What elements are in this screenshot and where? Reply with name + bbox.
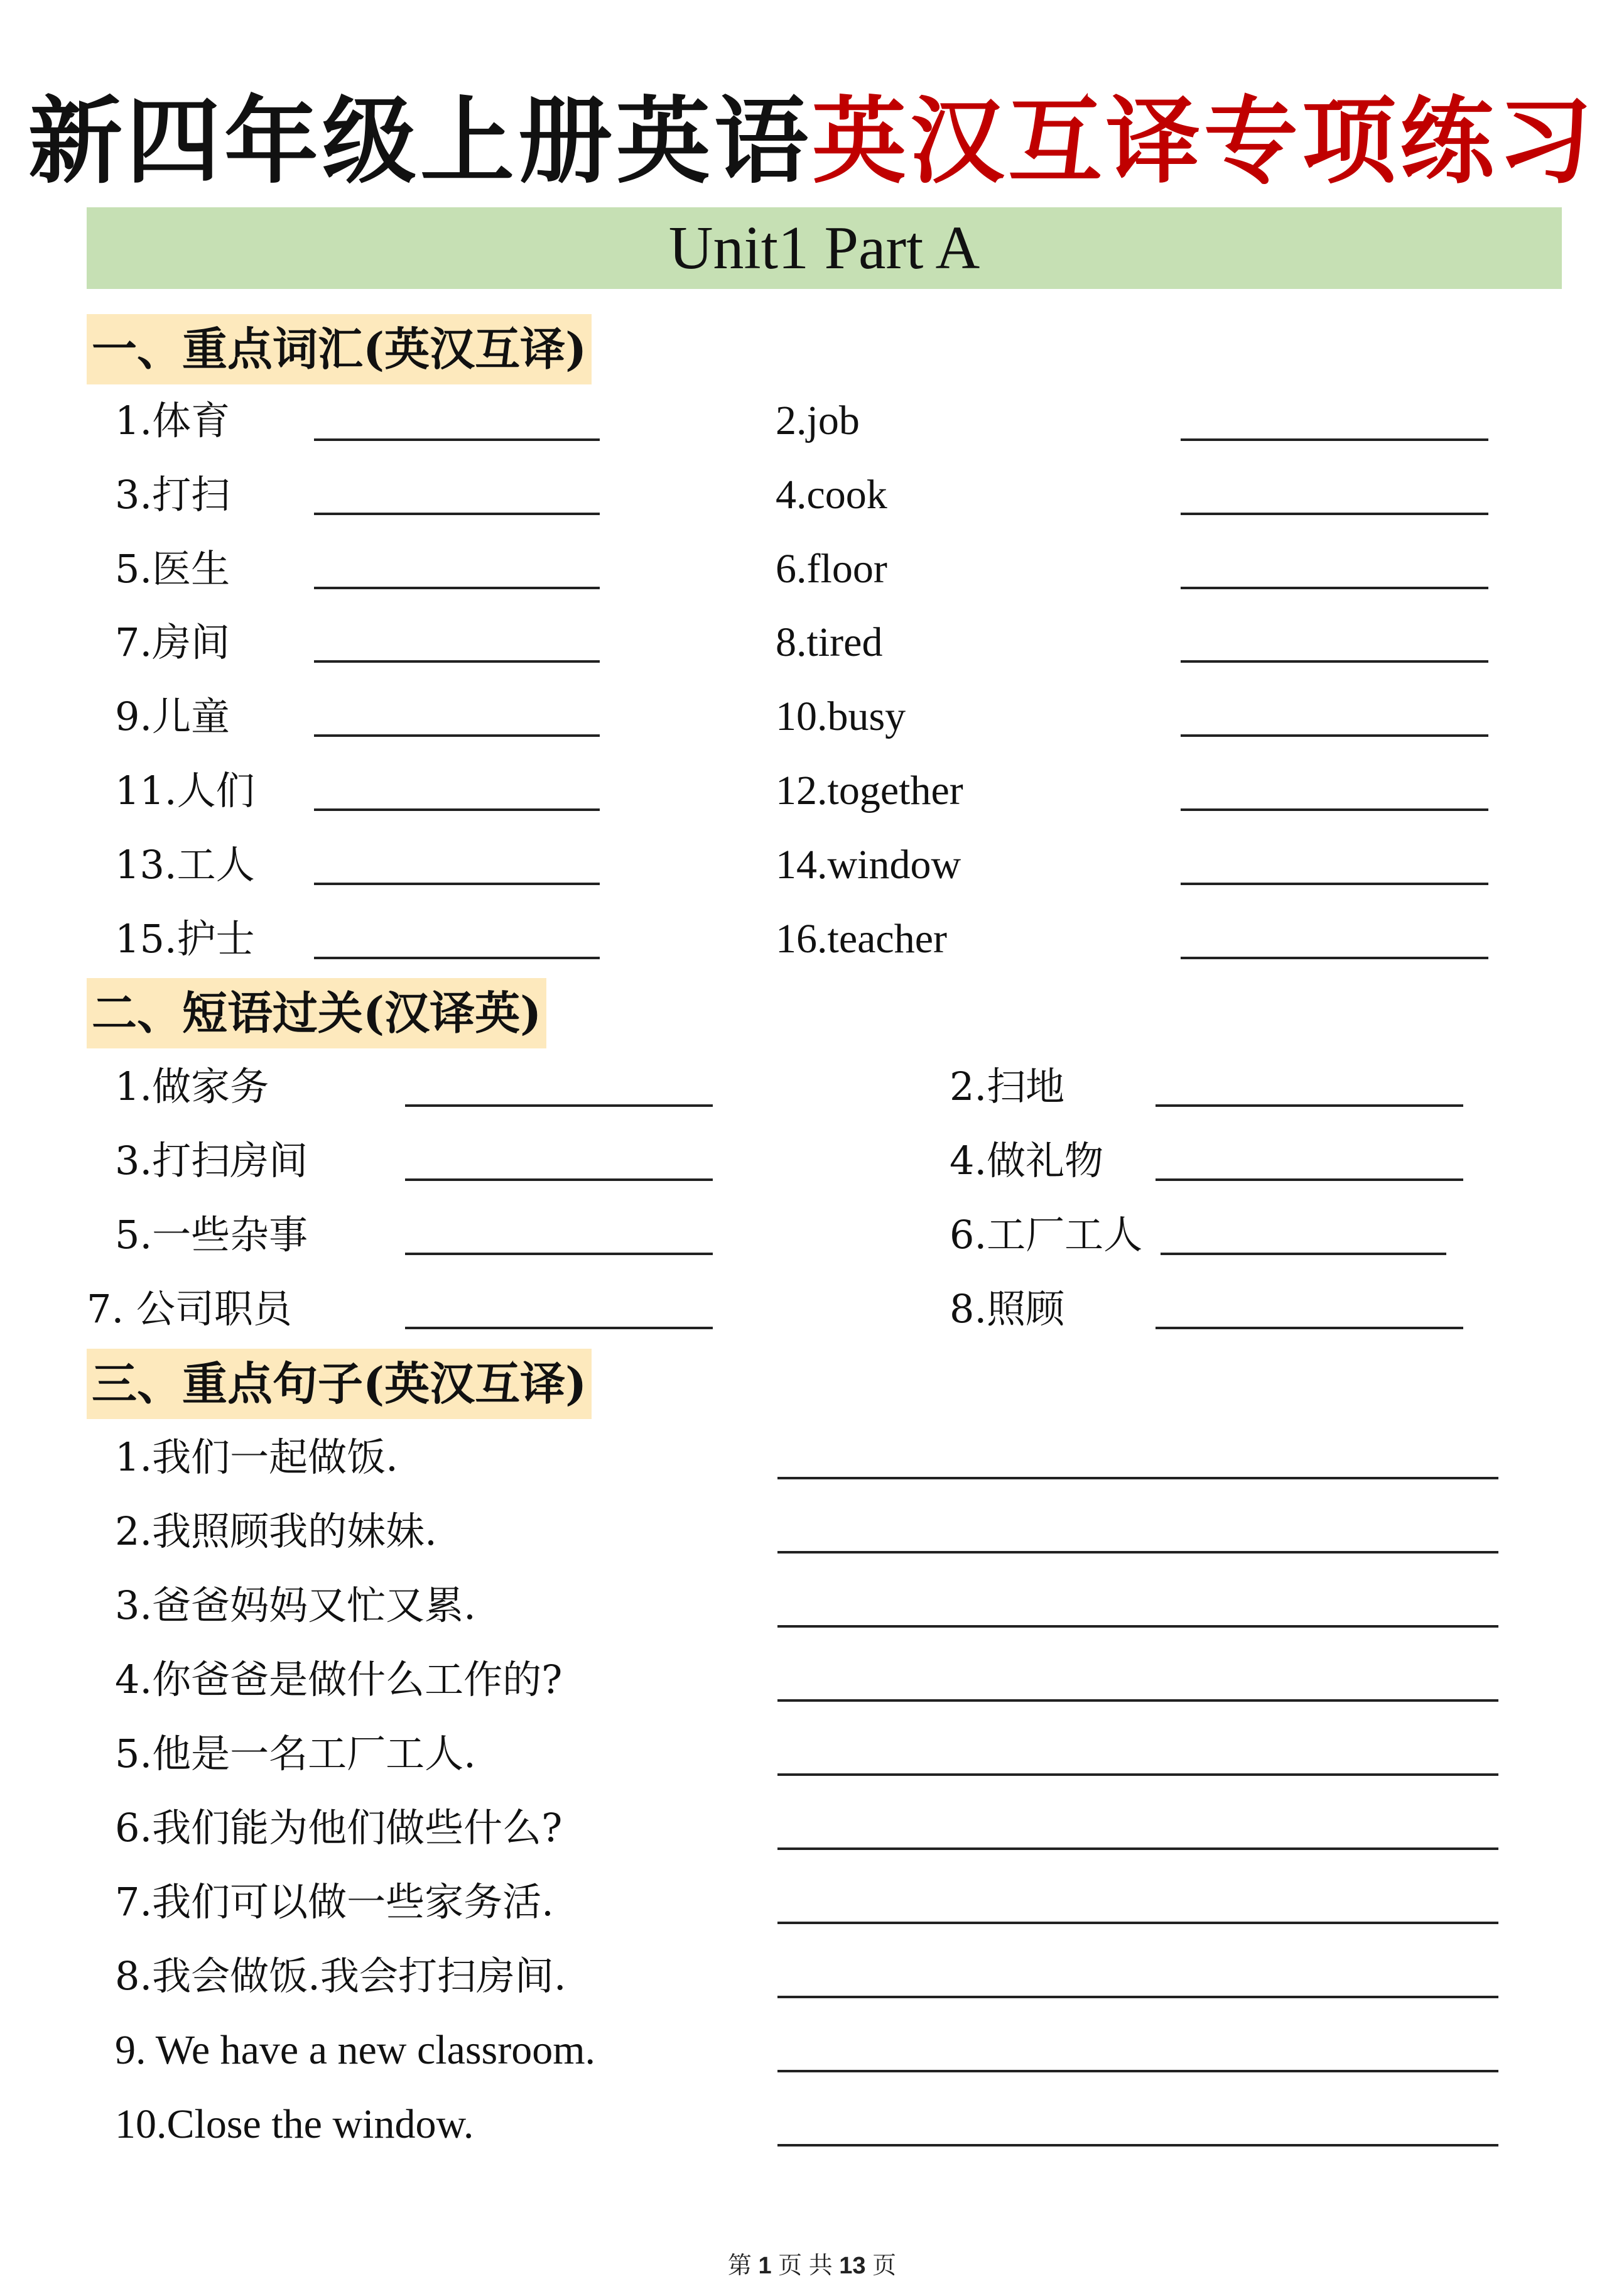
answer-blank[interactable]	[777, 1625, 1498, 1628]
answer-blank[interactable]	[1181, 513, 1488, 515]
answer-blank[interactable]	[314, 438, 600, 441]
answer-blank[interactable]	[777, 1551, 1498, 1553]
title-part-1: 新四年级上册英语	[28, 86, 812, 197]
answer-blank[interactable]	[1181, 957, 1488, 959]
page-title	[0, 88, 1624, 195]
vocab-item: 7.房间	[115, 619, 230, 665]
answer-blank[interactable]	[1181, 734, 1488, 737]
vocab-item: 6.floor	[776, 546, 887, 592]
answer-blank[interactable]	[777, 1773, 1498, 1776]
sentence-item: 10.Close the window.	[115, 2101, 474, 2147]
footer-prefix: 第	[727, 2253, 752, 2279]
sentence-item: 7.我们可以做一些家务活.	[115, 1879, 554, 1925]
sentence-item: 9. We have a new classroom.	[115, 2027, 596, 2073]
sentence-item: 2.我照顾我的妹妹.	[115, 1508, 437, 1554]
footer-middle: 页 共	[778, 2253, 833, 2279]
vocab-item: 4.cook	[776, 472, 887, 518]
answer-blank[interactable]	[777, 2070, 1498, 2072]
answer-blank[interactable]	[1156, 1178, 1463, 1181]
vocab-item: 1.体育	[115, 398, 230, 443]
answer-blank[interactable]	[777, 1699, 1498, 1702]
page-footer	[0, 2246, 1624, 2280]
answer-blank[interactable]	[777, 1996, 1498, 1998]
footer-total-pages: 13	[839, 2253, 866, 2279]
phrase-item: 8.照顾	[950, 1286, 1065, 1332]
sentence-item: 8.我会做饭.我会打扫房间.	[115, 1953, 566, 1999]
section-heading-vocabulary: 一、重点词汇(英汉互译)	[87, 314, 592, 384]
footer-suffix: 页	[872, 2253, 897, 2279]
answer-blank[interactable]	[1156, 1104, 1463, 1107]
phrase-item: 1.做家务	[115, 1064, 269, 1109]
phrase-item: 7. 公司职员	[87, 1286, 292, 1332]
phrase-item: 3.打扫房间	[115, 1138, 308, 1183]
answer-blank[interactable]	[314, 513, 600, 515]
footer-page-number: 1	[758, 2253, 772, 2279]
answer-blank[interactable]	[777, 1847, 1498, 1850]
sentence-item: 4.你爸爸是做什么工作的?	[115, 1657, 563, 1702]
answer-blank[interactable]	[314, 587, 600, 589]
answer-blank[interactable]	[405, 1327, 713, 1329]
sentence-item: 1.我们一起做饭.	[115, 1434, 398, 1480]
sentence-item: 3.爸爸妈妈又忙又累.	[115, 1582, 476, 1628]
unit-banner: Unit1 Part A	[87, 207, 1562, 289]
title-part-2: 英汉互译专项练习	[812, 86, 1596, 197]
answer-blank[interactable]	[1181, 883, 1488, 885]
vocab-item: 14.window	[776, 842, 961, 888]
answer-blank[interactable]	[405, 1178, 713, 1181]
answer-blank[interactable]	[314, 660, 600, 663]
answer-blank[interactable]	[405, 1104, 713, 1107]
phrase-item: 5.一些杂事	[115, 1212, 308, 1258]
answer-blank[interactable]	[777, 1477, 1498, 1479]
answer-blank[interactable]	[1161, 1253, 1446, 1255]
vocab-item: 16.teacher	[776, 916, 947, 962]
phrase-item: 2.扫地	[950, 1064, 1065, 1109]
vocab-item: 5.医生	[115, 546, 230, 592]
vocab-item: 13.工人	[115, 842, 255, 888]
vocab-item: 9.儿童	[115, 694, 230, 739]
vocab-item: 11.人们	[115, 768, 255, 813]
answer-blank[interactable]	[1156, 1327, 1463, 1329]
answer-blank[interactable]	[314, 957, 600, 959]
vocab-item: 8.tired	[776, 619, 883, 665]
answer-blank[interactable]	[405, 1253, 713, 1255]
phrase-item: 6.工厂工人	[950, 1212, 1143, 1258]
answer-blank[interactable]	[1181, 660, 1488, 663]
answer-blank[interactable]	[314, 883, 600, 885]
section-heading-phrases: 二、短语过关(汉译英)	[87, 978, 546, 1048]
answer-blank[interactable]	[314, 808, 600, 811]
phrase-item: 4.做礼物	[950, 1138, 1104, 1183]
vocab-item: 2.job	[776, 398, 860, 443]
sentence-item: 6.我们能为他们做些什么?	[115, 1805, 563, 1851]
answer-blank[interactable]	[1181, 587, 1488, 589]
vocab-item: 3.打扫	[115, 472, 230, 518]
answer-blank[interactable]	[777, 2144, 1498, 2146]
answer-blank[interactable]	[1181, 438, 1488, 441]
section-heading-sentences: 三、重点句子(英汉互译)	[87, 1349, 592, 1419]
vocab-item: 15.护士	[115, 916, 255, 962]
answer-blank[interactable]	[314, 734, 600, 737]
answer-blank[interactable]	[777, 1922, 1498, 1924]
vocab-item: 12.together	[776, 768, 963, 813]
sentence-item: 5.他是一名工厂工人.	[115, 1731, 476, 1776]
vocab-item: 10.busy	[776, 694, 906, 739]
answer-blank[interactable]	[1181, 808, 1488, 811]
